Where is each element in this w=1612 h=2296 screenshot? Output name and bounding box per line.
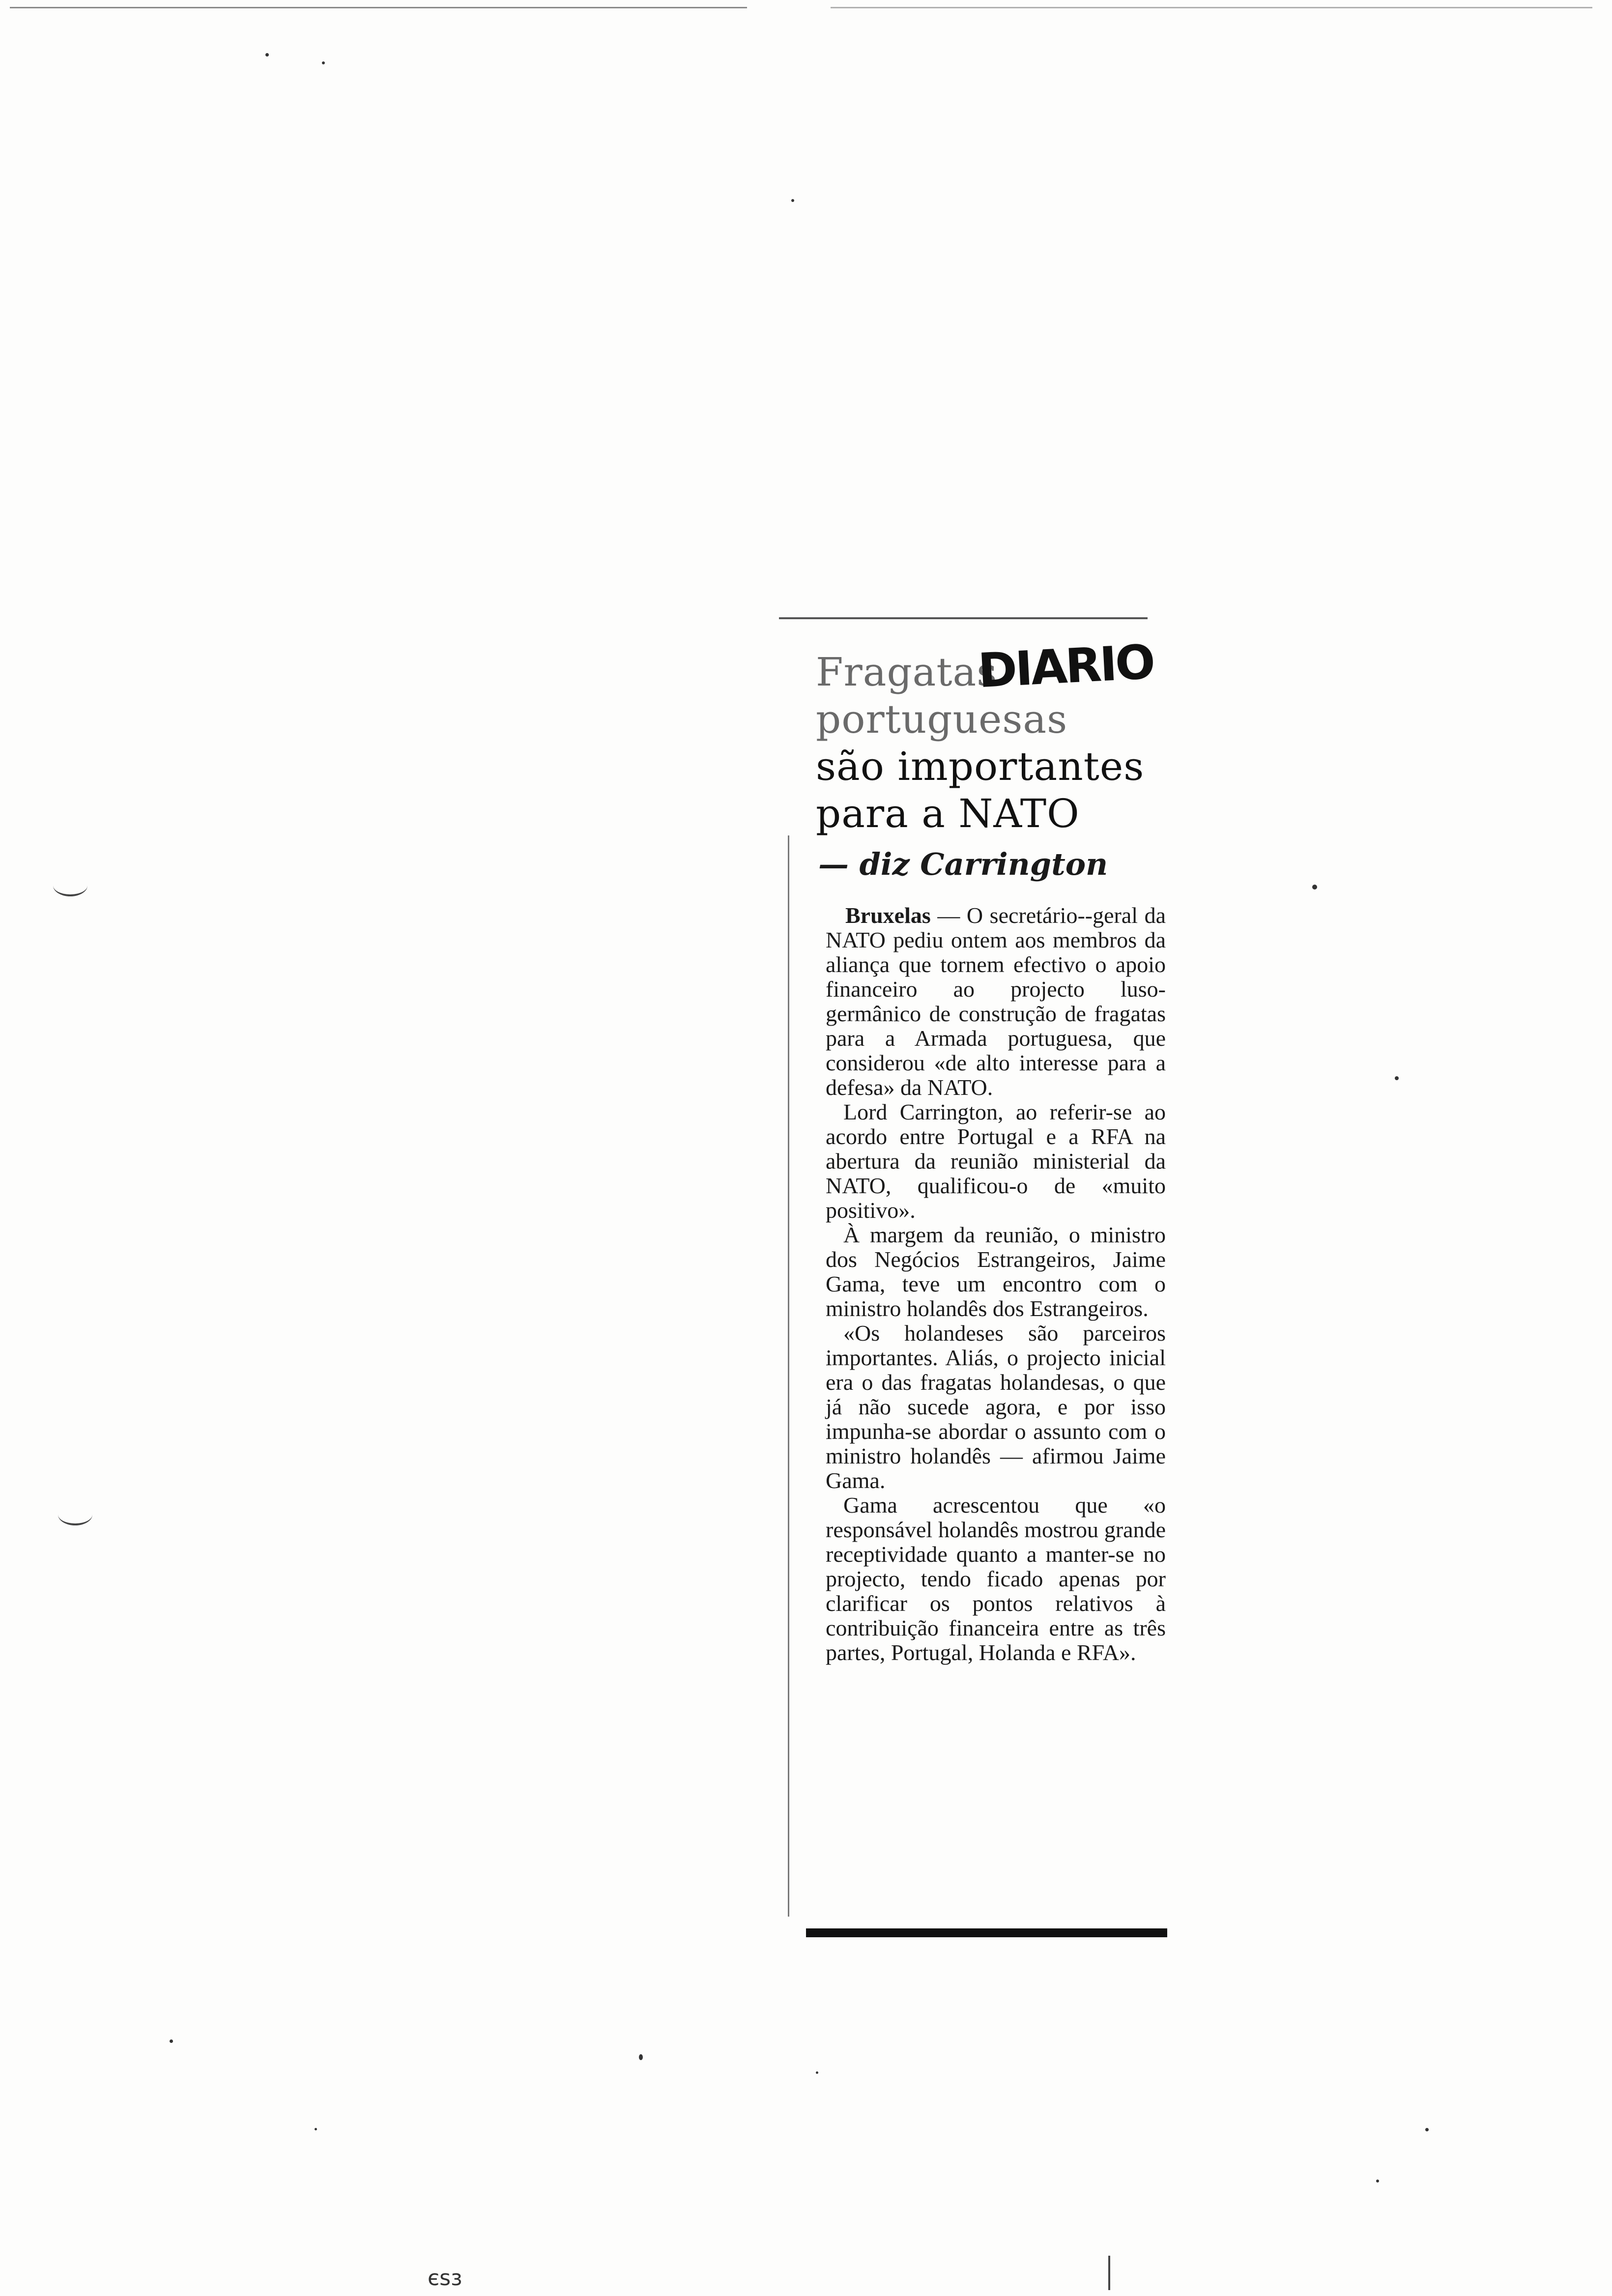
scan-speck bbox=[170, 2039, 173, 2043]
headline-line-3: são importantes bbox=[816, 744, 1145, 789]
headline-line-4: para a NATO bbox=[816, 791, 1080, 836]
handwritten-source-note: DIARIO bbox=[977, 634, 1155, 699]
bottom-tick-mark bbox=[1108, 2256, 1110, 2290]
scan-speck bbox=[1395, 1076, 1399, 1080]
clipping-left-edge bbox=[788, 835, 789, 1917]
headline-line-2: portuguesas bbox=[816, 696, 1068, 742]
scan-speck bbox=[791, 199, 794, 202]
scan-speck bbox=[816, 2071, 818, 2074]
scan-curve-mark bbox=[53, 875, 87, 896]
scan-speck bbox=[322, 61, 325, 64]
scan-speck bbox=[1376, 2180, 1379, 2182]
article-paragraph bbox=[826, 903, 1166, 1100]
scan-speck bbox=[639, 2054, 643, 2060]
scan-edge-top-right bbox=[831, 7, 1592, 8]
article-paragraph: «Os holandeses são parceiros importantes. Aliás, o projecto inicial era o das fragatas holandesas, o que já não sucede agora, e por isso impunha-se abordar o assunto com o ministro holandês — afirmou Jaime Gama. bbox=[826, 1320, 1166, 1493]
scan-speck bbox=[265, 53, 269, 57]
article-paragraph: À margem da reunião, o ministro dos Negócios Estrangeiros, Jaime Gama, teve um encontro com o ministro holandês dos Estrangeiros. bbox=[826, 1222, 1166, 1321]
article-paragraph: Gama acrescentou que «o responsável holandês mostrou grande receptividade quanto a manter-se no projecto, tendo ficado apenas por clarificar os pontos relativos à contribuição financeira entre as três partes, Portugal, Holanda e RFA». bbox=[826, 1492, 1166, 1665]
scan-edge-top-left bbox=[10, 7, 747, 8]
article-dateline: Bruxelas bbox=[845, 903, 931, 928]
headline-line-1: Fragatas bbox=[816, 649, 998, 695]
article-paragraph: Lord Carrington, ao referir-se ao acordo entre Portugal e a RFA na abertura da reunião ministerial da NATO, qualificou-o de «muito positivo». bbox=[826, 1099, 1166, 1223]
scan-speck bbox=[1312, 885, 1317, 890]
paragraph-1-text: — O secretário--geral da NATO pediu ontem aos membros da aliança que tornem efectivo o apoio financeiro ao projecto luso-germânico de construção de fragatas para a Armada portuguesa, que considerou «de alto interesse para a defesa» da NATO. bbox=[826, 903, 1166, 1100]
article-body bbox=[826, 903, 1166, 1665]
scan-speck bbox=[1425, 2128, 1429, 2131]
scan-curve-mark bbox=[58, 1504, 92, 1525]
clipping-bottom-rule bbox=[806, 1928, 1167, 1937]
scan-speck bbox=[315, 2128, 317, 2130]
article-byline: — diz Carrington bbox=[818, 846, 1108, 882]
bottom-scribble-mark: єѕз bbox=[428, 2266, 462, 2291]
clipping-top-rule bbox=[779, 617, 1148, 619]
